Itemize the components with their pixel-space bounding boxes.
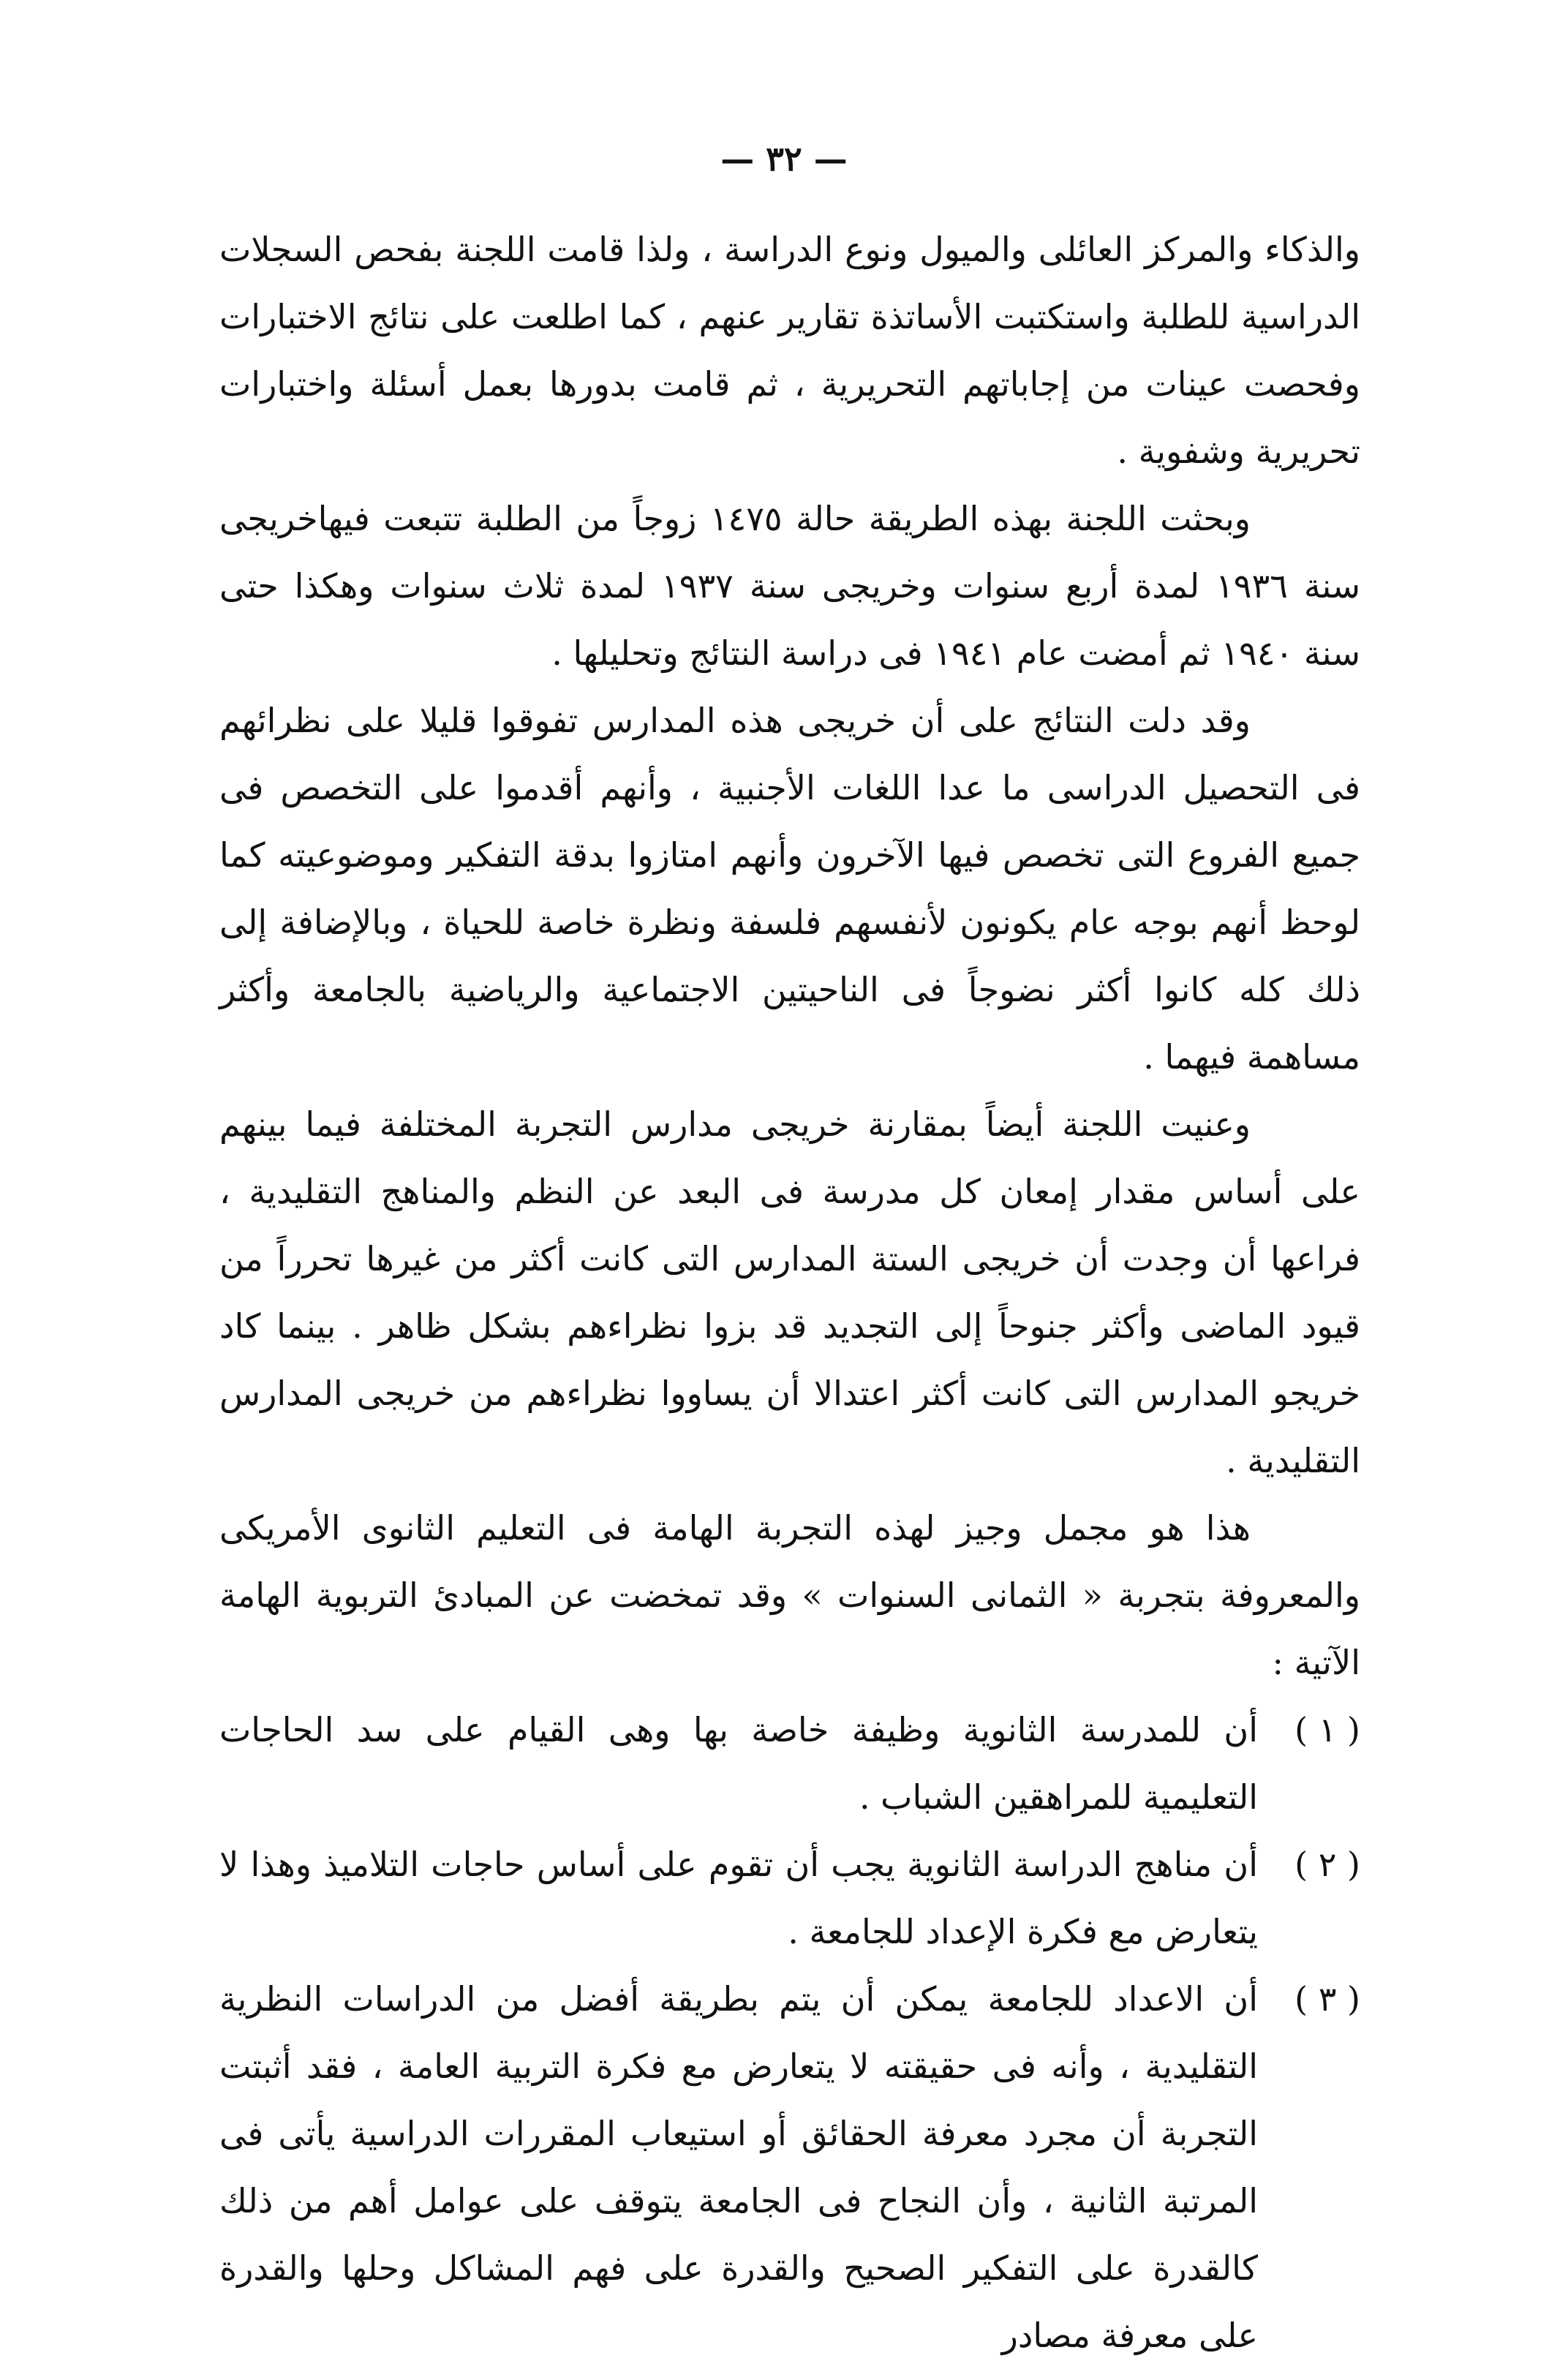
principles-list <box>219 1696 1360 2369</box>
list-item-text: أن الاعداد للجامعة يمكن أن يتم بطريقة أفضل من الدراسات النظرية التقليدية ، وأنه فى حقيقته لا يتعارض مع فكرة التربية العامة ، فقد أثبتت التجربة أن مجرد معرفة الحقائق أو استيعاب المقررات الدراسية يأتى فى المرتبة الثانية ، وأن النجاح فى الجامعة يتوقف على عوامل أهم من ذلك كالقدرة على التفكير الصحيح والقدرة على فهم المشاكل وحلها والقدرة على معرفة مصادر <box>219 1979 1258 2355</box>
list-item-text: أن للمدرسة الثانوية وظيفة خاصة بها وهى القيام على سد الحاجات التعليمية للمراهقين الشباب . <box>219 1710 1258 1817</box>
list-item-number: ( ١ ) <box>1294 1710 1360 1750</box>
list-item-number: ( ٢ ) <box>1294 1845 1360 1884</box>
paragraph-5: هذا هو مجمل وجيز لهذه التجربة الهامة فى التعليم الثانوى الأمريكى والمعروفة بتجربة « الثمانى السنوات » وقد تمخضت عن المبادئ التربوية الهامة الآتية : <box>219 1508 1360 1682</box>
paragraph-4: وعنيت اللجنة أيضاً بمقارنة خريجى مدارس التجربة المختلفة فيما بينهم على أساس مقدار إمعان كل مدرسة فى البعد عن النظم والمناهج التقليدية ، فراعها أن وجدت أن خريجى الستة المدارس التى كانت أكثر من غيرها تحرراً من قيود الماضى وأكثر جنوحاً إلى التجديد قد بزوا نظراءهم بشكل ظاهر . بينما كاد خريجو المدارس التى كانت أكثر اعتدالا أن يساووا نظراءهم من خريجى المدارس التقليدية . <box>219 1104 1360 1480</box>
paragraph-2: وبحثت اللجنة بهذه الطريقة حالة ١٤٧٥ زوجاً من الطلبة تتبعت فيهاخريجى سنة ١٩٣٦ لمدة أربع سنوات وخريجى سنة ١٩٣٧ لمدة ثلاث سنوات وهكذا حتى سنة ١٩٤٠ ثم أمضت عام ١٩٤١ فى دراسة النتائج وتحليلها . <box>219 499 1360 673</box>
list-item-text: أن مناهج الدراسة الثانوية يجب أن تقوم على أساس حاجات التلاميذ وهذا لا يتعارض مع فكرة الإعداد للجامعة . <box>219 1845 1258 1951</box>
list-item-number: ( ٣ ) <box>1294 1979 1360 2019</box>
body-text <box>219 216 1360 2369</box>
paragraph-1: والذكاء والمركز العائلى والميول ونوع الدراسة ، ولذا قامت اللجنة بفحص السجلات الدراسية للطلبة واستكتبت الأساتذة تقارير عنهم ، كما اطلعت على نتائج الاختبارات وفحصت عينات من إجاباتهم التحريرية ، ثم قامت بدورها بعمل أسئلة واختبارات تحريرية وشفوية . <box>219 230 1360 471</box>
list-item <box>219 1831 1360 1965</box>
list-item <box>219 1696 1360 1831</box>
page-number: — ٣٢ — <box>720 139 848 178</box>
paragraph-3: وقد دلت النتائج على أن خريجى هذه المدارس تفوقوا قليلا على نظرائهم فى التحصيل الدراسى ما عدا اللغات الأجنبية ، وأنهم أقدموا على التخصص فى جميع الفروع التى تخصص فيها الآخرون وأنهم امتازوا بدقة التفكير وموضوعيته كما لوحظ أنهم بوجه عام يكونون لأنفسهم فلسفة ونظرة خاصة للحياة ، وبالإضافة إلى ذلك كله كانوا أكثر نضوجاً فى الناحيتين الاجتماعية والرياضية بالجامعة وأكثر مساهمة فيهما . <box>219 701 1360 1077</box>
list-item <box>219 1965 1360 2369</box>
